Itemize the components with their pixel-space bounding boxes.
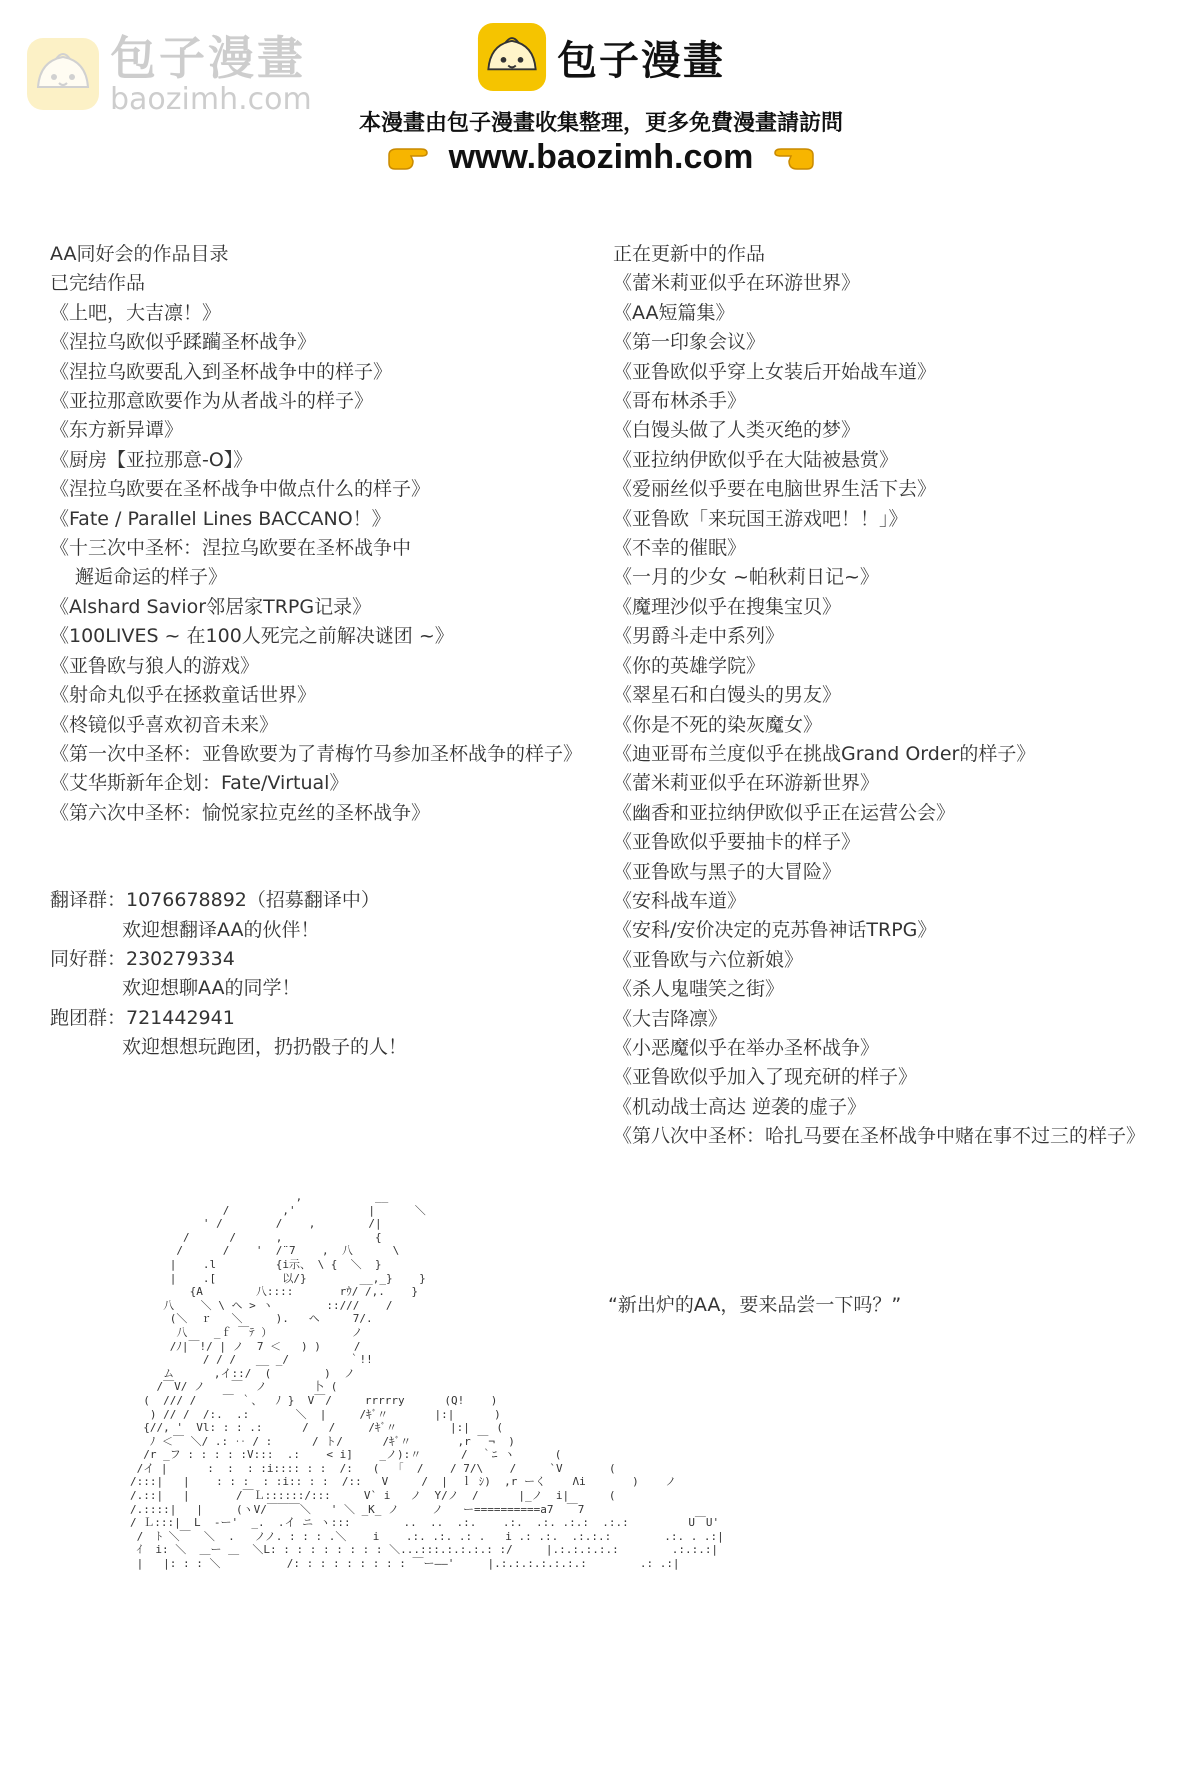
work-item: 《幽香和亚拉纳伊欧似乎正在运营公会》 (613, 801, 956, 824)
pointing-right-hand-icon (387, 143, 431, 173)
trpg-group: 跑团群：721442941 (50, 1006, 235, 1029)
work-item: 《翠星石和白馒头的男友》 (613, 684, 842, 707)
fan-group-note: 欢迎想聊AA的同学！ (122, 977, 301, 1000)
work-item: 《柊镜似乎喜欢初音未来》 (50, 713, 279, 736)
work-item: 《蕾米莉亚似乎在环游新世界》 (613, 772, 880, 795)
watermark-url: baozimh.com (110, 82, 312, 117)
work-item: 《安科战车道》 (613, 889, 747, 912)
work-item: 《大吉降凛》 (613, 1007, 728, 1030)
work-item: 《艾华斯新年企划：Fate/Virtual》 (50, 772, 349, 795)
work-item: 《亚鲁欧与黑子的大冒险》 (613, 860, 842, 883)
work-item: 《一月的少女 ~帕秋莉日记~》 (613, 566, 879, 589)
work-item: 《安科/安价决定的克苏鲁神话TRPG》 (613, 919, 937, 942)
translation-group-note: 欢迎想翻译AA的伙伴！ (122, 918, 320, 941)
completed-heading: 已完结作品 (50, 272, 146, 295)
work-item: 《涅拉乌欧要乱入到圣杯战争中的样子》 (50, 360, 393, 383)
work-item: 《迪亚哥布兰度似乎在挑战Grand Order的样子》 (613, 742, 1036, 765)
ongoing-works-column (613, 240, 1193, 1152)
work-item: 《涅拉乌欧要在圣杯战争中做点什么的样子》 (50, 478, 431, 501)
translation-group: 翻译群：1076678892（招募翻译中） (50, 889, 380, 912)
work-item: 《男爵斗走中系列》 (613, 625, 785, 648)
brand-name: 包子漫畫 (557, 37, 725, 84)
work-item: 《你是不死的染灰魔女》 (613, 713, 823, 736)
ongoing-heading: 正在更新中的作品 (613, 243, 766, 265)
pointing-left-hand-icon (771, 143, 815, 173)
completed-works-column (50, 240, 610, 1063)
work-item: 《亚鲁欧与狼人的游戏》 (50, 654, 260, 677)
work-item: 《哥布林杀手》 (613, 390, 747, 413)
fan-group: 同好群：230279334 (50, 947, 235, 970)
work-item: 《第一次中圣杯：亚鲁欧要为了青梅竹马参加圣杯战争的样子》 (50, 742, 583, 765)
work-item: 《机动战士高达 逆袭的虚子》 (613, 1095, 867, 1118)
work-item: 《涅拉乌欧似乎蹂躏圣杯战争》 (50, 331, 317, 354)
site-url-link[interactable]: www.baozimh.com (448, 138, 754, 176)
watermark-name: 包子漫畫 (110, 31, 306, 85)
work-item: 《第八次中圣杯：哈扎马要在圣杯战争中赌在事不过三的样子》 (613, 1125, 1146, 1148)
work-item: 《第六次中圣杯：愉悦家拉克丝的圣杯战争》 (50, 801, 431, 824)
work-item-continuation: 邂逅命运的样子》 (75, 566, 228, 589)
work-item: 《东方新异谭》 (50, 419, 184, 442)
speech-quote: “新出炉的AA，要来品尝一下吗？” (608, 1294, 902, 1316)
trpg-group-note: 欢迎想想玩跑团，扔扔骰子的人！ (122, 1036, 408, 1059)
work-item: 《杀人鬼嗤笑之街》 (613, 978, 785, 1001)
work-item: 《上吧，大吉凛！》 (50, 301, 222, 324)
work-item: 《AA短篇集》 (613, 301, 735, 324)
work-item: 《蕾米莉亚似乎在环游世界》 (613, 272, 861, 295)
header (0, 22, 1202, 96)
work-item: 《十三次中圣杯：涅拉乌欧要在圣杯战争中 (50, 537, 412, 560)
work-item: 《Alshard Savior邻居家TRPG记录》 (50, 595, 372, 618)
ascii-art-illustration (130, 1190, 790, 1750)
work-item: 《亚鲁欧似乎加入了现充研的样子》 (613, 1066, 918, 1089)
work-item: 《亚鲁欧似乎要抽卡的样子》 (613, 831, 861, 854)
work-item: 《第一印象会议》 (613, 331, 766, 354)
work-item: 《魔理沙似乎在搜集宝贝》 (613, 595, 842, 618)
work-item: 《你的英雄学院》 (613, 654, 766, 677)
work-item: 《不幸的催眠》 (613, 537, 747, 560)
work-item: 《亚鲁欧「来玩国王游戏吧！！」》 (613, 507, 908, 530)
work-item: 《厨房【亚拉那意-O】》 (50, 448, 253, 471)
work-item: 《白馒头做了人类灭绝的梦》 (613, 419, 861, 442)
work-item: 《Fate / Parallel Lines BACCANO！》 (50, 507, 391, 530)
slogan: 本漫畫由包子漫畫收集整理，更多免費漫畫請訪問 (358, 111, 843, 136)
work-item: 《亚拉那意欧要作为从者战斗的样子》 (50, 390, 374, 413)
url-row (0, 138, 1202, 177)
catalog-title: AA同好会的作品目录 (50, 243, 229, 265)
ascii-art-text: , __ / ,' | ＼ ' / / , /| / / , { / / ' /¨7 , 八 \ | .l {i示、 \ { ＼ } | .[ 以/} __,_} } {A 八:::: rｳ/ /,. } 八 ＼ \ ヘ > ヽ ::/// / (＼ ｒ ＼ ). ヘ 7/. 八 _ｆ ￣ﾃ ） ノ /ﾉ|￣!/ | ノ 7 ＜ ) ) / / / / __ _/ ｀!! ム ,イ::/ ( ) ノ /￣V/ ノ ￣ ノ 卜 ( ( /// / ￣ ｀、 ﾉ } V￣/ rrrrry (Q! ) ) // / /:. .: ＼ | /ｷﾞ〃 |:| ) {//, ' Vl: : : .: / / /ｷﾞ〃 |:| ( ﾉ ＜￣ ＼/ .: ‥ / : / ト/ /ｷﾞ〃 ,r ￣¬ ) /r _フ : : : : :V::: .: < i] _ノ):〃 / ｀ﾆ ヽ ( /イ | : : : :i:::: : : /: ( 「 / / 7/\ / `V ( /:::| | : : : : :i:: : : /:: V / | ｌ ｼ) ,r ーく Λi ) ノ /.::| | /￣Ｌ::::::/::: V` i ノ Y/ノ / |_ノ i| ( /.::::| | (ヽV/￣￣￣＼ ' ＼ _K_ ノ ノ ー==========a7 ￣7 / Ｌ:::| L -ー' _. .イ ニ ヽ::: .. .. .:. .:. .:. .:.: .:.: U￣U' / ﾄ ＼￣ ＼ . ノノ. : : : .＼ i .:. .:. .: . i .: .:. .:.:.: .:. . .:| ｲ i: ＼ ＿ー ＿ ＼L: : : : : : : : : ＼...:::.:.:.:.: :/ |.:.:.:.:.: .:.:.:| | |: : : ＼ /: : : : : : : : : ￣ー――' |.:.:.:.:.:.:.: .: .:| (130, 1190, 724, 1571)
baozi-logo-icon (477, 22, 547, 92)
work-item: 《亚鲁欧似乎穿上女装后开始战车道》 (613, 360, 937, 383)
work-item: 《射命丸似乎在拯救童话世界》 (50, 684, 317, 707)
work-item: 《100LIVES ~ 在100人死完之前解决谜团 ~》 (50, 625, 454, 648)
work-item: 《小恶魔似乎在举办圣杯战争》 (613, 1036, 880, 1059)
work-item: 《爱丽丝似乎要在电脑世界生活下去》 (613, 478, 937, 501)
work-item: 《亚鲁欧与六位新娘》 (613, 948, 804, 971)
work-item: 《亚拉纳伊欧似乎在大陆被悬赏》 (613, 448, 899, 471)
brand-logo[interactable] (477, 22, 725, 92)
